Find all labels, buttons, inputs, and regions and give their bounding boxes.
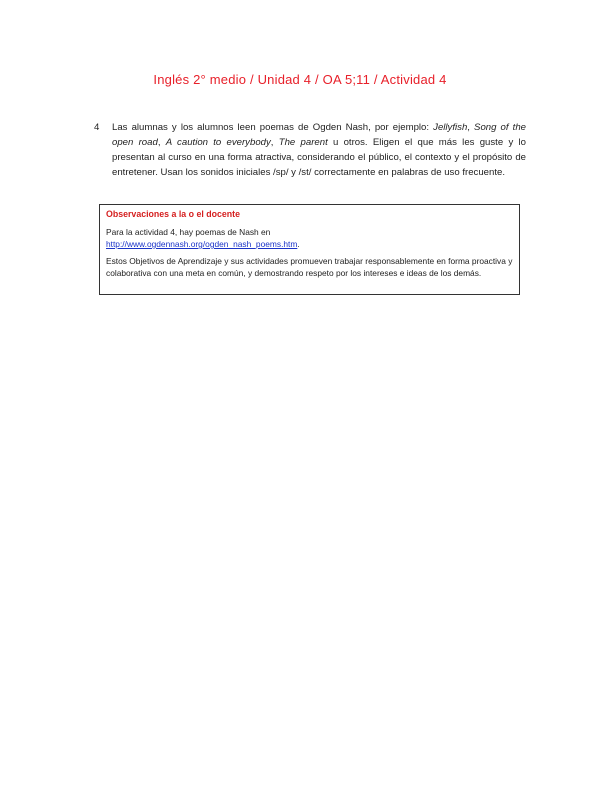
teacher-notes-box [99,204,520,295]
item-text-outro: u otros. Eligen el que más les guste y lo presentan al curso en una forma atractiva, considerando el público, el contexto y el propósito de entretener. Usan los sonidos iniciales /sp/ y /st/ correctamente en palabras de uso frecuente. [112,137,526,178]
item-text-intro: Las alumnas y los alumnos leen poemas de Ogden Nash, por ejemplo: [112,122,434,133]
nash-poems-link[interactable]: http://www.ogdennash.org/ogden_nash_poems.htm [106,239,298,249]
item-number: 4 [94,122,100,133]
poem-title-2: Song of the open road [112,122,526,148]
item-text: Las alumnas y los alumnos leen poemas de Ogden Nash, por ejemplo: Jellyfish, Song of the open road, A caution to everybody, The parent u otros. Eligen el que más les guste y lo presentan al curso en una forma atractiva, considerando el público, el contexto y el propósito de entretener. Usan los sonidos iniciales /sp/ y /st/ correctamente en palabras de uso frecuente. [112,122,526,178]
notes-title: Observaciones a la o el docente [106,209,240,219]
poem-title-1: Jellyfish [433,122,468,133]
page-header: Inglés 2° medio / Unidad 4 / OA 5;11 / Actividad 4 [153,72,447,87]
activity-item [94,120,526,180]
notes-p1-end: . [297,239,300,249]
poem-title-4: The parent [278,137,328,148]
notes-paragraph-1 [106,226,513,250]
poem-title-3: A caution to everybody [165,137,271,148]
notes-p1-text: Para la actividad 4, hay poemas de Nash en [106,227,271,237]
notes-paragraph-2: Estos Objetivos de Aprendizaje y sus actividades promueven trabajar responsablemente en forma proactiva y colaborativa con una meta en común, y demostrando respeto por los intereses e ideas de los demás. [106,256,513,278]
